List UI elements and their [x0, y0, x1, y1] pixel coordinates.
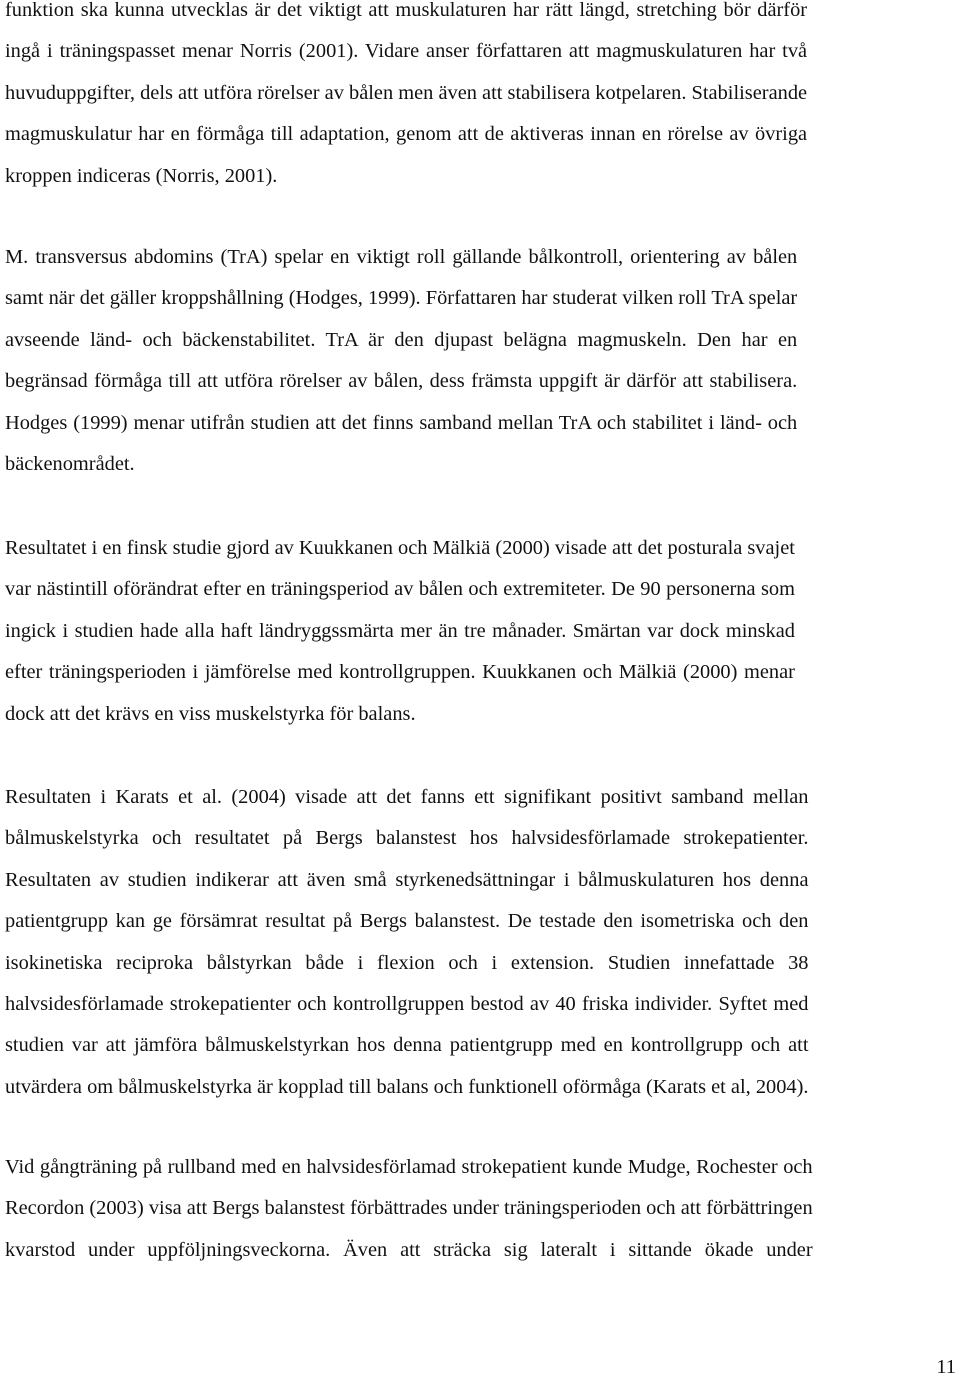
paragraph-karats [5, 785, 809, 1116]
text-line: Vid gångträning på rullband med en halvsidesförlamad strokepatient kunde Mudge, Rochester och [5, 1156, 813, 1178]
text-line: avseende länd- och bäckenstabilitet. TrA är den djupast belägna magmuskeln. Den har en [5, 328, 798, 351]
text-line: Recordon (2003) visa att Bergs balanstest förbättrades under träningsperioden och att förbättringen [5, 1197, 813, 1220]
text-line: dock att det krävs en viss muskelstyrka för balans. [5, 702, 416, 725]
text-line: begränsad förmåga till att utföra rörelser av bålen, dess främsta uppgift är därför att stabilisera. [5, 370, 798, 393]
text-line: huvuduppgifter, dels att utföra rörelser av bålen men även att stabilisera kotpelaren. Stabiliserande [5, 81, 808, 104]
text-line: Resultaten av studien indikerar att även små styrkenedsättningar i bålmuskulaturen hos denna [5, 868, 809, 891]
text-line: Resultaten i Karats et al. (2004) visade att det fanns ett signifikant positivt samband mellan [5, 786, 809, 808]
text-line: Hodges (1999) menar utifrån studien att det finns samband mellan TrA och stabilitet i länd- och [5, 411, 798, 434]
text-line: isokinetiska reciproka bålstyrkan både i flexion och i extension. Studien innefattade 38 [5, 951, 809, 974]
text-line: studien var att jämföra bålmuskelstyrkan hos denna patientgrupp med en kontrollgrupp och att [5, 1034, 809, 1057]
text-line: halvsidesförlamade strokepatienter och kontrollgruppen bestod av 40 friska individer. Syftet med [5, 992, 809, 1015]
text-line: M. transversus abdomins (TrA) spelar en viktigt roll gällande bålkontroll, orientering av bålen [5, 246, 798, 268]
page-number: 11 [936, 1356, 956, 1378]
paragraph-kuukkanen-malkia [5, 536, 795, 743]
text-line: var nästintill oförändrat efter en träningsperiod av bålen och extremiteter. De 90 personerna som [5, 578, 795, 601]
text-line: kvarstod under uppföljningsveckorna. Även att sträcka sig lateralt i sittande ökade under [5, 1238, 813, 1261]
paragraph-mudge [5, 1155, 813, 1279]
text-line: kroppen indiceras (Norris, 2001). [5, 164, 278, 187]
text-line: Resultatet i en finsk studie gjord av Kuukkanen och Mälkiä (2000) visade att det posturala svajet [5, 537, 795, 559]
paragraph-transversus-abdominis [5, 245, 797, 493]
text-line: samt när det gäller kroppshållning (Hodges, 1999). Författaren har studerat vilken roll TrA spelar [5, 287, 798, 310]
text-line: bålmuskelstyrka och resultatet på Bergs balanstest hos halvsidesförlamade strokepatienter. [5, 827, 809, 850]
text-line: funktion ska kunna utvecklas är det viktigt att muskulaturen har rätt längd, stretching bör därför [5, 0, 808, 21]
text-line: patientgrupp kan ge försämrat resultat på Bergs balanstest. De testade den isometriska och den [5, 910, 809, 933]
text-line: magmuskulatur har en förmåga till adaptation, genom att de aktiveras innan en rörelse av övriga [5, 123, 808, 146]
paragraph-norris [5, 0, 807, 205]
text-line: ingick i studien hade alla haft ländryggssmärta mer än tre månader. Smärtan var dock minskad [5, 619, 795, 642]
text-line: bäckenområdet. [5, 452, 135, 475]
text-line: ingå i träningspasset menar Norris (2001). Vidare anser författaren att magmuskulaturen har två [5, 40, 808, 63]
text-line: utvärdera om bålmuskelstyrka är kopplad till balans och funktionell oförmåga (Karats et al, 2004). [5, 1075, 809, 1098]
text-line: efter träningsperioden i jämförelse med kontrollgruppen. Kuukkanen och Mälkiä (2000) menar [5, 661, 795, 684]
